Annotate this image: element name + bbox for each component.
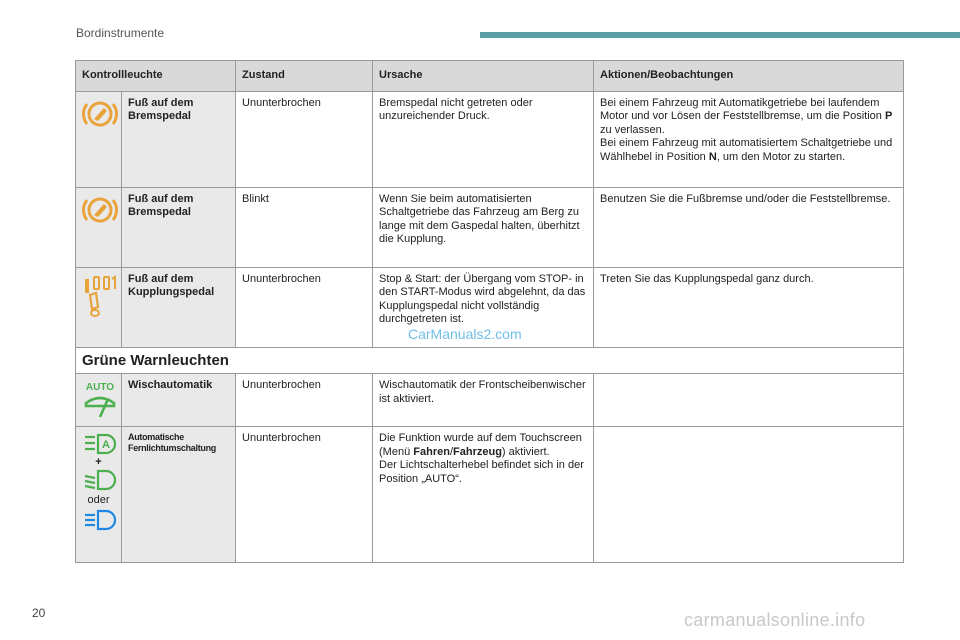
oder-label: oder [87, 494, 110, 507]
name-line-2: Kupplungspedal [128, 286, 215, 299]
ursache-cell: Bremspedal nicht getreten oder unzureichender Druck. [373, 92, 594, 188]
aktion-text: , um den Motor zu starten. [716, 150, 846, 163]
warning-light-name: Wischautomatik [122, 374, 236, 427]
col-header-zustand: Zustand [236, 61, 373, 92]
foot-on-brake-icon [82, 97, 115, 131]
aktion-text: Bei einem Fahrzeug mit Automatikgetriebe bei laufendem Motor und vor Lösen der Feststellbremse, um die Position [600, 97, 885, 123]
low-beam-icon [82, 468, 115, 492]
auto-icon-text: AUTO [85, 382, 115, 394]
plus-sign: + [95, 456, 102, 469]
aktion-cell: Treten Sie das Kupplungspedal ganz durch. [594, 268, 904, 348]
icon-cell [76, 188, 122, 268]
name-line-1: Fuß auf dem [128, 273, 194, 285]
name-line-1: Fuß auf dem [128, 97, 194, 109]
ursache-cell: Wischautomatik der Frontscheibenwischer ist aktiviert. [373, 374, 594, 427]
aktion-cell [594, 427, 904, 563]
table-row [76, 374, 904, 427]
table-header-row [76, 61, 904, 92]
warning-light-name [122, 92, 236, 188]
section-row [76, 348, 904, 374]
watermark-carmanuals: CarManuals2.com [408, 326, 522, 342]
name-line-1: Automatische [128, 432, 184, 443]
svg-text:A: A [102, 439, 110, 452]
ursache-cell: Stop & Start: der Übergang vom STOP- in den START-Modus wird abgelehnt, da das Kupplungspedal nicht vollständig durchgetreten ist. [373, 268, 594, 348]
icon-cell [76, 374, 122, 427]
aktion-cell: Benutzen Sie die Fußbremse und/oder die Feststellbremse. [594, 188, 904, 268]
table-row [76, 427, 904, 563]
warning-lights-table [75, 60, 904, 563]
aktion-cell [594, 92, 904, 188]
name-line-2: Bremspedal [128, 206, 191, 219]
watermark-carmanualsonline: carmanualsonline.info [684, 610, 866, 630]
aktion-text: zu verlassen. [600, 123, 665, 136]
zustand-cell: Ununterbrochen [236, 374, 373, 427]
ursache-text: Die Funktion wurde auf dem Touchscreen (Menü [379, 432, 582, 458]
name-line-2: Fernlichtumschaltung [128, 443, 217, 454]
foot-on-clutch-icon [82, 273, 115, 317]
table-row [76, 92, 904, 188]
warning-light-name [122, 427, 236, 563]
section-title: Grüne Warnleuchten [76, 348, 904, 374]
icon-cell [76, 268, 122, 348]
col-header-ursache: Ursache [373, 61, 594, 92]
zustand-cell: Ununterbrochen [236, 268, 373, 348]
zustand-cell: Ununterbrochen [236, 427, 373, 563]
aktion-bold: P [884, 110, 893, 123]
ursache-text: ) aktiviert. [501, 445, 550, 458]
zustand-cell: Ununterbrochen [236, 92, 373, 188]
ursache-bold: Fahrzeug [453, 445, 502, 458]
ursache-cell: Wenn Sie beim automatisierten Schaltgetriebe das Fahrzeug am Berg zu lange mit dem Gaspedal halten, überhitzt die Kupplung. [373, 188, 594, 268]
zustand-cell: Blinkt [236, 188, 373, 268]
ursache-text: Der Lichtschalterhebel befindet sich in der Position „AUTO“. [379, 459, 584, 485]
aktion-bold: N [708, 150, 717, 163]
header-bar [480, 32, 960, 38]
ursache-cell [373, 427, 594, 563]
col-header-aktionen: Aktionen/Beobachtungen [594, 61, 904, 92]
table-row [76, 188, 904, 268]
icon-cell [76, 427, 122, 563]
warning-light-name [122, 268, 236, 348]
aktion-cell [594, 374, 904, 427]
name-line-1: Fuß auf dem [128, 193, 194, 205]
ursache-bold: Fahren [413, 445, 450, 458]
auto-wiper-icon [82, 379, 115, 421]
aktion-text: Bei einem Fahrzeug mit automatisiertem Schaltgetriebe und Wählhebel in Position [600, 137, 893, 163]
auto-high-beam-icon [82, 432, 115, 456]
col-header-kontrollleuchte: Kontrollleuchte [76, 61, 236, 92]
section-header: Bordinstrumente [76, 26, 165, 40]
ursache-slash: / [449, 445, 454, 458]
icon-cell [76, 92, 122, 188]
foot-on-brake-icon [82, 193, 115, 227]
name-line-2: Bremspedal [128, 110, 191, 123]
page-number: 20 [32, 606, 46, 620]
high-beam-icon [82, 508, 115, 532]
warning-light-name [122, 188, 236, 268]
